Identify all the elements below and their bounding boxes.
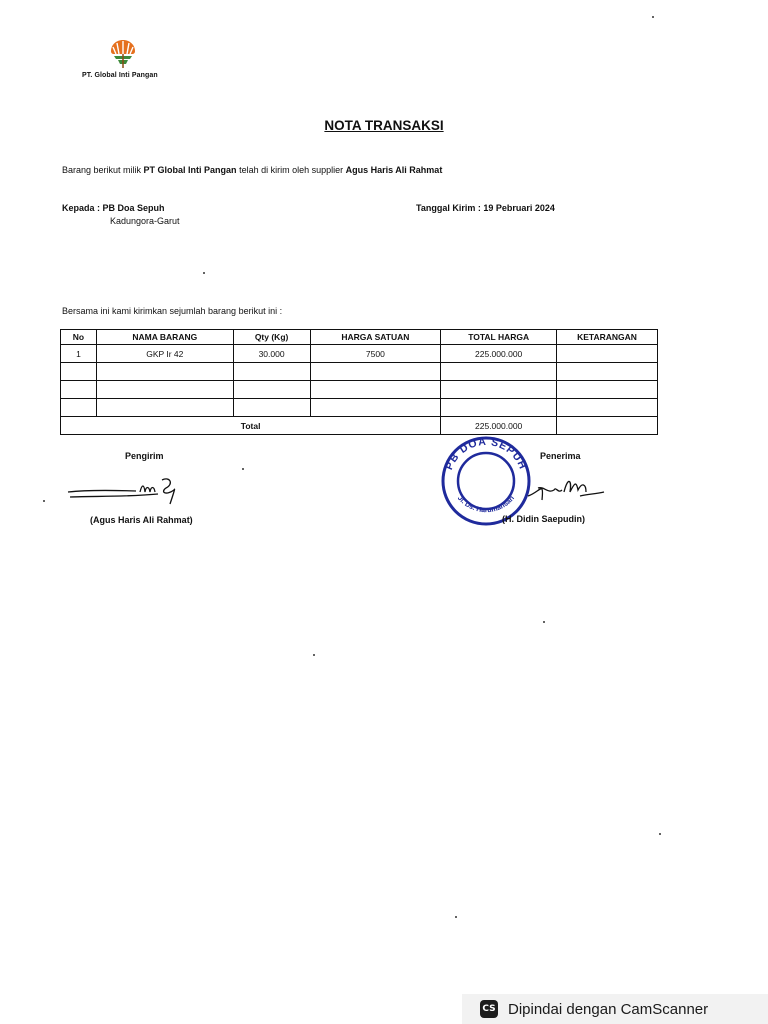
scan-speck — [242, 468, 244, 470]
intro-supplier: Agus Haris Ali Rahmat — [345, 165, 443, 175]
cell-nama-barang: GKP Ir 42 — [96, 345, 233, 363]
company-logo-text: PT. Global Inti Pangan — [82, 72, 158, 79]
scan-speck — [543, 621, 545, 623]
total-value: 225.000.000 — [441, 417, 557, 435]
cell-keterangan — [557, 345, 658, 363]
scan-speck — [652, 16, 654, 18]
receiver-signature — [520, 470, 610, 510]
recipient-line: Kepada : PB Doa Sepuh — [62, 203, 165, 213]
items-intro: Bersama ini kami kirimkan sejumlah barang berikut ini : — [62, 306, 283, 316]
intro-sentence — [62, 165, 442, 175]
cell-total-harga: 225.000.000 — [441, 345, 557, 363]
header-keterangan: KETARANGAN — [557, 330, 658, 345]
empty-table-row — [61, 399, 658, 417]
header-no: No — [61, 330, 97, 345]
stamp-address: Jl. Ds. Harumansari — [455, 494, 517, 515]
empty-table-row — [61, 363, 658, 381]
intro-middle: telah di kirim oleh supplier — [236, 165, 346, 175]
total-row — [61, 417, 658, 435]
total-keterangan — [557, 417, 658, 435]
table-row — [61, 345, 658, 363]
cell-harga-satuan: 7500 — [310, 345, 441, 363]
table-header-row — [61, 330, 658, 345]
header-harga-satuan: HARGA SATUAN — [310, 330, 441, 345]
scan-speck — [43, 500, 45, 502]
items-table — [60, 329, 658, 435]
header-total-harga: TOTAL HARGA — [441, 330, 557, 345]
sender-label: Pengirim — [125, 451, 164, 461]
scan-speck — [659, 833, 661, 835]
total-label: Total — [61, 417, 441, 435]
header-qty: Qty (Kg) — [233, 330, 310, 345]
intro-prefix: Barang berikut milik — [62, 165, 144, 175]
camscanner-text: Dipindai dengan CamScanner — [508, 1000, 709, 1018]
document-title: NOTA TRANSAKSI — [324, 118, 444, 133]
cell-qty: 30.000 — [233, 345, 310, 363]
company-logo — [82, 38, 192, 84]
camscanner-logo-icon: CS — [480, 1000, 498, 1018]
receiver-name: (H. Didin Saepudin) — [502, 514, 585, 524]
sender-name: (Agus Haris Ali Rahmat) — [90, 515, 193, 525]
sender-signature — [66, 470, 196, 510]
empty-table-row — [61, 381, 658, 399]
stamp-text: PB DOA SEPUH — [443, 436, 529, 472]
scan-speck — [313, 654, 315, 656]
wheat-logo-icon — [106, 38, 140, 70]
scan-speck — [455, 916, 457, 918]
receiver-label: Penerima — [540, 451, 581, 461]
cell-no: 1 — [61, 345, 97, 363]
recipient-address: Kadungora-Garut — [110, 216, 180, 226]
header-nama-barang: NAMA BARANG — [96, 330, 233, 345]
delivery-date: Tanggal Kirim : 19 Pebruari 2024 — [416, 203, 555, 213]
intro-company: PT Global Inti Pangan — [143, 165, 237, 175]
scan-speck — [203, 272, 205, 274]
camscanner-badge — [462, 994, 768, 1024]
